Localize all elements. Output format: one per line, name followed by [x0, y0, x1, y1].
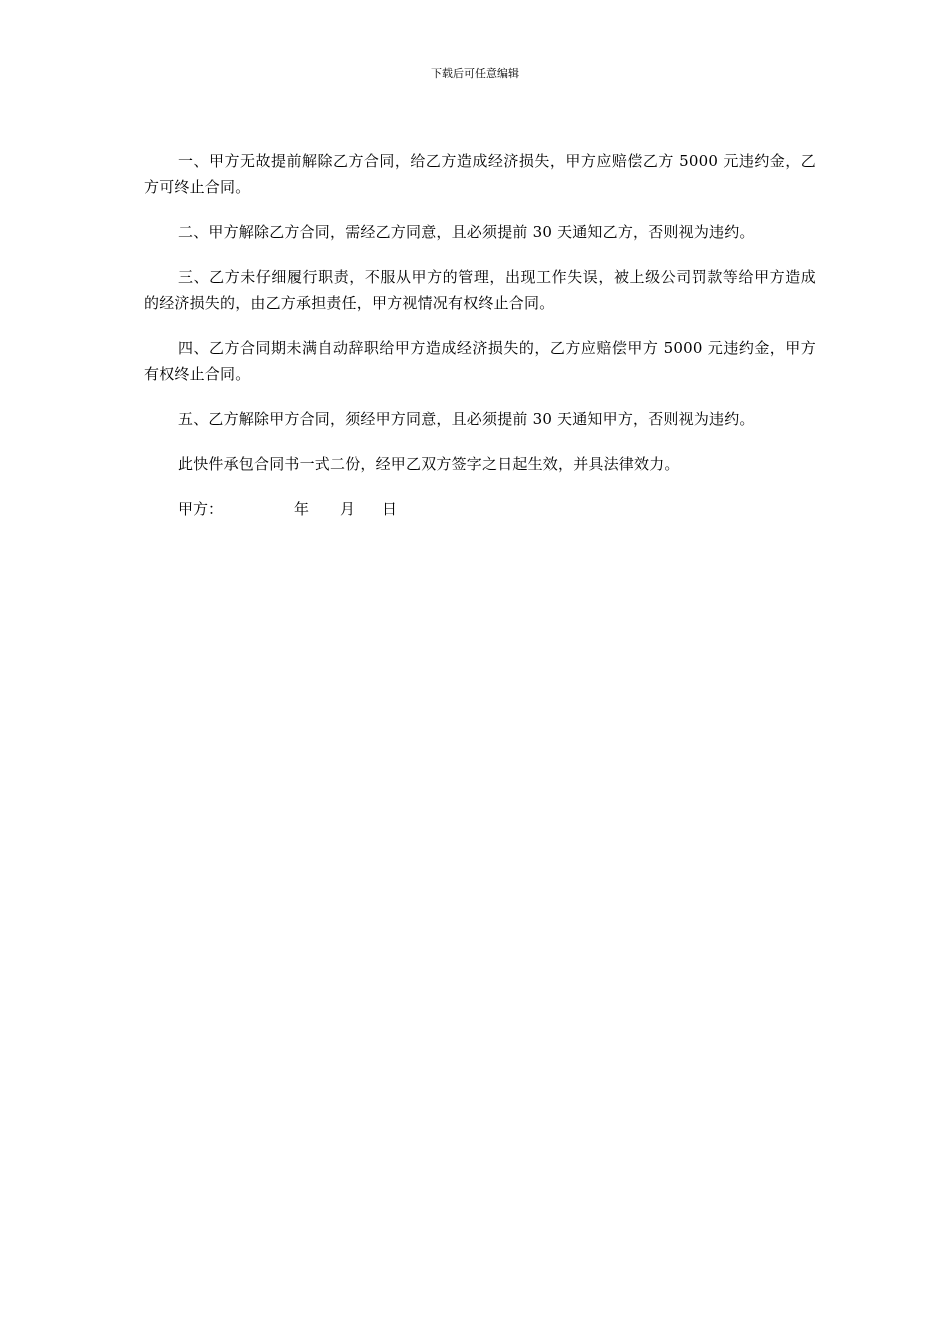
date-month: 月: [340, 500, 356, 518]
date-year: 年: [294, 500, 310, 518]
clause-3: 三、乙方未仔细履行职责，不服从甲方的管理，出现工作失误，被上级公司罚款等给甲方造成的经济损失的，由乙方承担责任，甲方视情况有权终止合同。: [144, 268, 816, 312]
party-a-label: 甲方：: [178, 500, 224, 518]
clause-5: 五、乙方解除甲方合同，须经甲方同意，且必须提前 30 天通知甲方，否则视为违约。: [178, 410, 755, 428]
date-day: 日: [382, 500, 398, 518]
clause-4: 四、乙方合同期未满自动辞职给甲方造成经济损失的，乙方应赔偿甲方 5000 元违约金，甲方有权终止合同。: [144, 339, 816, 383]
closing-statement: 此快件承包合同书一式二份，经甲乙双方签字之日起生效，并具法律效力。: [178, 455, 680, 473]
document-body: [144, 148, 816, 522]
clause-1: 一、甲方无故提前解除乙方合同，给乙方造成经济损失，甲方应赔偿乙方 5000 元违约金，乙方可终止合同。: [144, 152, 816, 196]
clause-2: 二、甲方解除乙方合同，需经乙方同意，且必须提前 30 天通知乙方，否则视为违约。: [178, 223, 755, 241]
page-header: 下载后可任意编辑: [431, 67, 519, 80]
signature-line: [144, 496, 816, 522]
